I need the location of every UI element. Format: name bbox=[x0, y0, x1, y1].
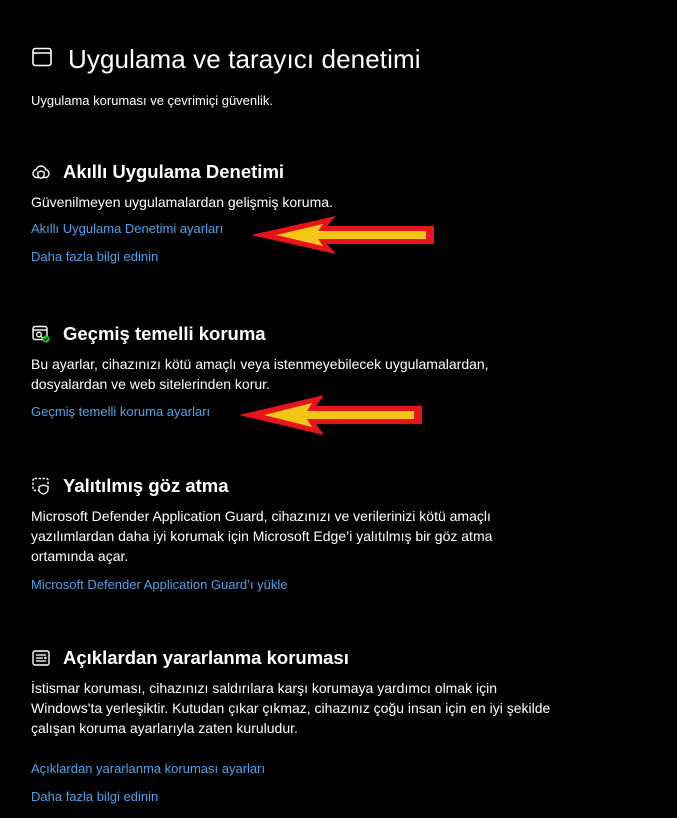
app-browser-control-icon bbox=[31, 46, 53, 68]
section-title: Açıklardan yararlanma koruması bbox=[63, 647, 349, 668]
isolated-browsing-icon bbox=[31, 476, 51, 496]
page-subtitle: Uygulama koruması ve çevrimiçi güvenlik. bbox=[31, 93, 274, 108]
section-description: Microsoft Defender Application Guard, cihazınızı ve verilerinizi kötü amaçlı yazılımlardan daha iyi korumak için Microsoft Edge’i yalıtılmış bir göz atma ortamında açar. bbox=[31, 508, 493, 564]
reputation-protection-icon bbox=[31, 324, 51, 344]
annotation-arrow-icon bbox=[248, 212, 438, 258]
section-title: Akıllı Uygulama Denetimi bbox=[63, 161, 285, 182]
learn-more-link[interactable]: Daha fazla bilgi edinin bbox=[31, 249, 159, 264]
section-description: İstismar koruması, cihazınızı saldırılara karşı korumaya yardımcı olmak için Windows'ta yerleşiktir. Kutudan çıkar çıkmaz, cihazınız çoğu insan için en iyi şekilde çalışan koruma ayarlarıyla zaten kuruludur. bbox=[31, 680, 551, 736]
section-exploit-protection bbox=[31, 646, 551, 804]
section-description: Bu ayarlar, cihazınızı kötü amaçlı veya istenmeyebilecek uygulamalardan, dosyalardan ve web sitelerinden korur. bbox=[31, 356, 489, 392]
reputation-protection-settings-link[interactable]: Geçmiş temelli koruma ayarları bbox=[31, 404, 211, 419]
section-title: Yalıtılmış göz atma bbox=[63, 475, 229, 496]
exploit-protection-icon bbox=[31, 648, 51, 668]
smart-app-control-settings-link[interactable]: Akıllı Uygulama Denetimi ayarları bbox=[31, 221, 224, 236]
annotation-arrow-icon bbox=[236, 391, 426, 439]
section-title: Geçmiş temelli koruma bbox=[63, 323, 266, 344]
section-isolated-browsing bbox=[31, 474, 551, 592]
exploit-protection-settings-link[interactable]: Açıklardan yararlanma koruması ayarları bbox=[31, 761, 266, 776]
section-description: Güvenilmeyen uygulamalardan gelişmiş koruma. bbox=[31, 194, 333, 210]
learn-more-link[interactable]: Daha fazla bilgi edinin bbox=[31, 789, 159, 804]
page-title: Uygulama ve tarayıcı denetimi bbox=[68, 44, 421, 74]
install-application-guard-link[interactable]: Microsoft Defender Application Guard’ı yükle bbox=[31, 577, 288, 592]
smart-app-control-icon bbox=[31, 162, 51, 182]
